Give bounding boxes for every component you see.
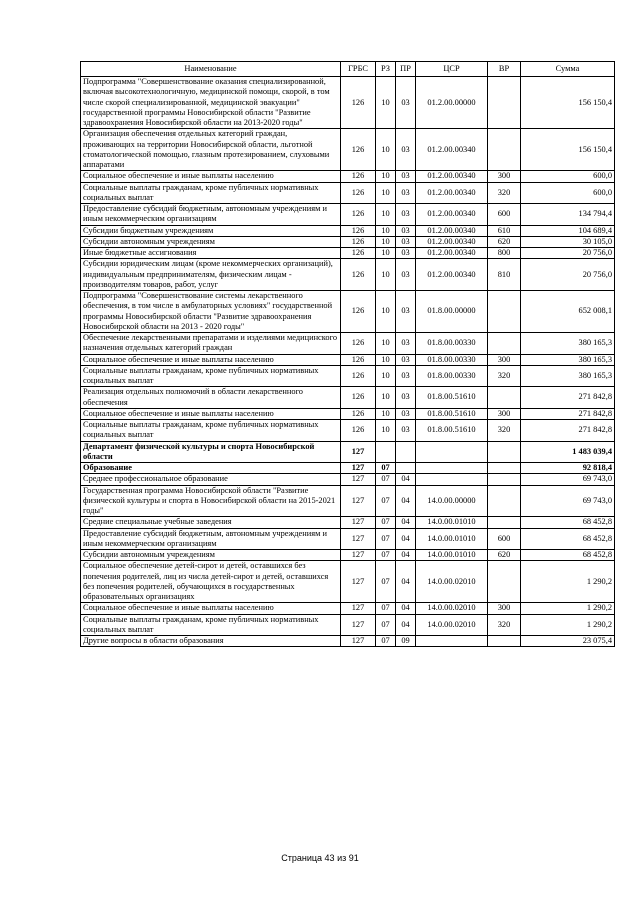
cell-rz: 10: [376, 365, 396, 387]
cell-vr: [488, 387, 521, 409]
cell-rz: 07: [376, 474, 396, 485]
cell-csr: 01.8.00.00330: [416, 333, 488, 355]
cell-grbs: 127: [341, 517, 376, 528]
table-row: [81, 182, 615, 204]
cell-name: Социальные выплаты гражданам, кроме публичных нормативных социальных выплат: [81, 614, 341, 636]
cell-name: Среднее профессиональное образование: [81, 474, 341, 485]
cell-sum: 271 842,8: [521, 387, 615, 409]
cell-sum: 271 842,8: [521, 408, 615, 419]
cell-vr: [488, 485, 521, 517]
cell-pr: 03: [396, 129, 416, 171]
table-row: [81, 485, 615, 517]
header-rz: РЗ: [376, 62, 396, 77]
cell-csr: 01.2.00.00340: [416, 204, 488, 226]
table-row: [81, 259, 615, 291]
table-header-row: [81, 62, 615, 77]
cell-rz: 10: [376, 420, 396, 442]
cell-pr: 03: [396, 420, 416, 442]
cell-rz: 10: [376, 77, 396, 129]
cell-csr: 14.0.00.02010: [416, 603, 488, 614]
table-row: [81, 354, 615, 365]
cell-pr: 09: [396, 636, 416, 647]
table-row: [81, 550, 615, 561]
cell-sum: 30 105,0: [521, 236, 615, 247]
cell-vr: [488, 463, 521, 474]
table-row: [81, 463, 615, 474]
cell-name: Социальное обеспечение детей-сирот и детей, оставшихся без попечения родителей, лиц из числа детей-сирот и детей, оставшихся без попечения родителей, обучающихся в государственных образовательных организациях: [81, 561, 341, 603]
cell-rz: 07: [376, 561, 396, 603]
cell-grbs: 126: [341, 236, 376, 247]
cell-csr: [416, 463, 488, 474]
cell-pr: 03: [396, 354, 416, 365]
cell-csr: 01.8.00.51610: [416, 387, 488, 409]
table-row: [81, 603, 615, 614]
cell-vr: [488, 517, 521, 528]
cell-csr: 14.0.00.01010: [416, 517, 488, 528]
cell-pr: 04: [396, 614, 416, 636]
cell-grbs: 126: [341, 387, 376, 409]
cell-grbs: 126: [341, 333, 376, 355]
cell-vr: [488, 441, 521, 463]
cell-csr: 01.2.00.00340: [416, 248, 488, 259]
cell-vr: 320: [488, 182, 521, 204]
cell-csr: 14.0.00.02010: [416, 614, 488, 636]
cell-name: Другие вопросы в области образования: [81, 636, 341, 647]
cell-name: Предоставление субсидий бюджетным, автономным учреждениям и иным некоммерческим организациям: [81, 204, 341, 226]
cell-vr: 300: [488, 171, 521, 182]
cell-sum: 20 756,0: [521, 259, 615, 291]
cell-pr: 04: [396, 550, 416, 561]
cell-vr: 600: [488, 204, 521, 226]
cell-vr: 300: [488, 408, 521, 419]
table-row: [81, 365, 615, 387]
cell-sum: 134 794,4: [521, 204, 615, 226]
cell-pr: 04: [396, 474, 416, 485]
cell-grbs: 126: [341, 259, 376, 291]
table-row: [81, 420, 615, 442]
cell-name: Субсидии юридическим лицам (кроме некоммерческих организаций), индивидуальным предпринимателям, физическим лицам - производителям товаров, работ, услуг: [81, 259, 341, 291]
table-row: [81, 333, 615, 355]
cell-grbs: 127: [341, 463, 376, 474]
cell-sum: 380 165,3: [521, 354, 615, 365]
header-grbs: ГРБС: [341, 62, 376, 77]
table-row: [81, 636, 615, 647]
cell-grbs: 126: [341, 225, 376, 236]
cell-rz: 07: [376, 603, 396, 614]
cell-csr: 14.0.00.01010: [416, 528, 488, 550]
cell-name: Обеспечение лекарственными препаратами и изделиями медицинского назначения отдельных категорий граждан: [81, 333, 341, 355]
cell-rz: 10: [376, 354, 396, 365]
cell-pr: 03: [396, 365, 416, 387]
budget-table: [80, 61, 615, 647]
cell-grbs: 126: [341, 354, 376, 365]
cell-grbs: 126: [341, 77, 376, 129]
cell-rz: 10: [376, 291, 396, 333]
cell-csr: 01.8.00.00330: [416, 354, 488, 365]
cell-grbs: 127: [341, 636, 376, 647]
cell-csr: 01.8.00.51610: [416, 408, 488, 419]
cell-pr: 03: [396, 182, 416, 204]
page-number: Страница 43 из 91: [281, 853, 359, 863]
cell-rz: 10: [376, 408, 396, 419]
cell-grbs: 126: [341, 365, 376, 387]
table-row: [81, 528, 615, 550]
cell-sum: 68 452,8: [521, 517, 615, 528]
cell-grbs: 126: [341, 408, 376, 419]
table-row: [81, 408, 615, 419]
cell-name: Подпрограмма "Совершенствование оказания специализированной, включая высокотехнологичную, медицинской помощи, скорой, в том числе скорой специализированной, медицинской эвакуации" государственной программы Новосибирской области "Развитие здравоохранения Новосибирской области на 2013-2020 годы": [81, 77, 341, 129]
cell-sum: 68 452,8: [521, 550, 615, 561]
cell-sum: 652 008,1: [521, 291, 615, 333]
cell-vr: 320: [488, 420, 521, 442]
cell-rz: 07: [376, 517, 396, 528]
cell-pr: 04: [396, 485, 416, 517]
table-row: [81, 77, 615, 129]
cell-grbs: 126: [341, 420, 376, 442]
cell-csr: [416, 474, 488, 485]
cell-name: Социальные выплаты гражданам, кроме публичных нормативных социальных выплат: [81, 420, 341, 442]
cell-vr: [488, 636, 521, 647]
cell-name: Социальное обеспечение и иные выплаты населению: [81, 354, 341, 365]
cell-vr: 300: [488, 603, 521, 614]
cell-pr: 03: [396, 204, 416, 226]
table-row: [81, 614, 615, 636]
cell-vr: 810: [488, 259, 521, 291]
cell-grbs: 126: [341, 291, 376, 333]
cell-rz: 10: [376, 248, 396, 259]
cell-sum: 69 743,0: [521, 485, 615, 517]
cell-rz: 10: [376, 171, 396, 182]
cell-vr: 800: [488, 248, 521, 259]
cell-vr: [488, 129, 521, 171]
cell-pr: 04: [396, 517, 416, 528]
cell-sum: 1 483 039,4: [521, 441, 615, 463]
cell-vr: [488, 333, 521, 355]
table-row: [81, 291, 615, 333]
cell-rz: 07: [376, 636, 396, 647]
cell-pr: 03: [396, 248, 416, 259]
cell-pr: 04: [396, 561, 416, 603]
cell-name: Предоставление субсидий бюджетным, автономным учреждениям и иным некоммерческим организациям: [81, 528, 341, 550]
cell-name: Субсидии бюджетным учреждениям: [81, 225, 341, 236]
cell-sum: 600,0: [521, 182, 615, 204]
cell-vr: 620: [488, 550, 521, 561]
cell-rz: 10: [376, 225, 396, 236]
cell-vr: 320: [488, 365, 521, 387]
cell-name: Субсидии автономным учреждениям: [81, 550, 341, 561]
cell-csr: [416, 441, 488, 463]
cell-name: Департамент физической культуры и спорта Новосибирской области: [81, 441, 341, 463]
cell-sum: 380 165,3: [521, 365, 615, 387]
cell-vr: [488, 561, 521, 603]
table-row: [81, 248, 615, 259]
header-csr: ЦСР: [416, 62, 488, 77]
cell-pr: 03: [396, 225, 416, 236]
cell-sum: 104 689,4: [521, 225, 615, 236]
cell-grbs: 127: [341, 603, 376, 614]
cell-sum: 156 150,4: [521, 129, 615, 171]
cell-name: Социальное обеспечение и иные выплаты населению: [81, 603, 341, 614]
cell-sum: 20 756,0: [521, 248, 615, 259]
cell-grbs: 126: [341, 171, 376, 182]
table-row: [81, 387, 615, 409]
cell-rz: 07: [376, 528, 396, 550]
cell-sum: 1 290,2: [521, 561, 615, 603]
cell-grbs: 127: [341, 614, 376, 636]
cell-pr: 03: [396, 408, 416, 419]
cell-rz: 10: [376, 129, 396, 171]
cell-vr: 300: [488, 354, 521, 365]
table-row: [81, 517, 615, 528]
cell-vr: 600: [488, 528, 521, 550]
cell-rz: 07: [376, 614, 396, 636]
cell-grbs: 127: [341, 550, 376, 561]
cell-sum: 156 150,4: [521, 77, 615, 129]
cell-pr: 03: [396, 77, 416, 129]
cell-grbs: 127: [341, 485, 376, 517]
cell-name: Реализация отдельных полномочий в области лекарственного обеспечения: [81, 387, 341, 409]
cell-rz: 10: [376, 204, 396, 226]
cell-csr: [416, 636, 488, 647]
table-row: [81, 561, 615, 603]
cell-name: Организация обеспечения отдельных категорий граждан, проживающих на территории Новосибирской области, льготной стоматологической помощью, глазным протезированием, слуховыми аппаратами: [81, 129, 341, 171]
cell-csr: 01.2.00.00340: [416, 225, 488, 236]
cell-name: Социальные выплаты гражданам, кроме публичных нормативных социальных выплат: [81, 182, 341, 204]
cell-csr: 01.8.00.00000: [416, 291, 488, 333]
cell-grbs: 127: [341, 441, 376, 463]
cell-vr: 320: [488, 614, 521, 636]
cell-csr: 14.0.00.00000: [416, 485, 488, 517]
cell-csr: 14.0.00.01010: [416, 550, 488, 561]
cell-rz: 10: [376, 387, 396, 409]
cell-rz: [376, 441, 396, 463]
cell-csr: 01.8.00.00330: [416, 365, 488, 387]
cell-grbs: 126: [341, 248, 376, 259]
cell-rz: 07: [376, 550, 396, 561]
cell-pr: 03: [396, 333, 416, 355]
cell-vr: [488, 474, 521, 485]
table-row: [81, 225, 615, 236]
cell-csr: 01.2.00.00340: [416, 259, 488, 291]
cell-csr: 14.0.00.02010: [416, 561, 488, 603]
header-pr: ПР: [396, 62, 416, 77]
cell-pr: 03: [396, 171, 416, 182]
cell-grbs: 127: [341, 528, 376, 550]
table-row: [81, 204, 615, 226]
header-sum: Сумма: [521, 62, 615, 77]
cell-name: Государственная программа Новосибирской области "Развитие физической культуры и спорта в Новосибирской области на 2015-2021 годы": [81, 485, 341, 517]
cell-csr: 01.2.00.00340: [416, 171, 488, 182]
cell-sum: 23 075,4: [521, 636, 615, 647]
header-name: Наименование: [81, 62, 341, 77]
cell-name: Средние специальные учебные заведения: [81, 517, 341, 528]
cell-vr: 620: [488, 236, 521, 247]
cell-name: Подпрограмма "Совершенствование системы лекарственного обеспечения, в том числе в амбулаторных условиях" государственной программы Новосибирской области "Развитие здравоохранения Новосибирской области на 2013 - 2020 годы": [81, 291, 341, 333]
cell-pr: 03: [396, 259, 416, 291]
table-body: [81, 77, 615, 647]
cell-rz: 10: [376, 236, 396, 247]
cell-sum: 1 290,2: [521, 614, 615, 636]
cell-rz: 10: [376, 182, 396, 204]
cell-csr: 01.2.00.00000: [416, 77, 488, 129]
cell-name: Социальное обеспечение и иные выплаты населению: [81, 408, 341, 419]
cell-csr: 01.8.00.51610: [416, 420, 488, 442]
cell-name: Иные бюджетные ассигнования: [81, 248, 341, 259]
cell-pr: 03: [396, 291, 416, 333]
cell-rz: 07: [376, 485, 396, 517]
cell-name: Социальные выплаты гражданам, кроме публичных нормативных социальных выплат: [81, 365, 341, 387]
cell-vr: [488, 77, 521, 129]
cell-name: Образование: [81, 463, 341, 474]
cell-sum: 271 842,8: [521, 420, 615, 442]
table-row: [81, 171, 615, 182]
cell-sum: 69 743,0: [521, 474, 615, 485]
table-row: [81, 441, 615, 463]
cell-pr: 04: [396, 603, 416, 614]
cell-pr: 04: [396, 528, 416, 550]
cell-vr: 610: [488, 225, 521, 236]
cell-vr: [488, 291, 521, 333]
cell-csr: 01.2.00.00340: [416, 182, 488, 204]
cell-csr: 01.2.00.00340: [416, 236, 488, 247]
cell-grbs: 126: [341, 129, 376, 171]
table-row: [81, 129, 615, 171]
cell-sum: 1 290,2: [521, 603, 615, 614]
cell-pr: 03: [396, 236, 416, 247]
cell-sum: 380 165,3: [521, 333, 615, 355]
cell-sum: 600,0: [521, 171, 615, 182]
cell-pr: [396, 463, 416, 474]
header-vr: ВР: [488, 62, 521, 77]
cell-rz: 10: [376, 259, 396, 291]
cell-name: Субсидии автономным учреждениям: [81, 236, 341, 247]
cell-pr: 03: [396, 387, 416, 409]
cell-name: Социальное обеспечение и иные выплаты населению: [81, 171, 341, 182]
cell-grbs: 127: [341, 561, 376, 603]
cell-grbs: 126: [341, 182, 376, 204]
cell-grbs: 127: [341, 474, 376, 485]
cell-grbs: 126: [341, 204, 376, 226]
cell-pr: [396, 441, 416, 463]
cell-rz: 10: [376, 333, 396, 355]
cell-sum: 68 452,8: [521, 528, 615, 550]
table-row: [81, 474, 615, 485]
cell-rz: 07: [376, 463, 396, 474]
cell-sum: 92 818,4: [521, 463, 615, 474]
cell-csr: 01.2.00.00340: [416, 129, 488, 171]
table-row: [81, 236, 615, 247]
